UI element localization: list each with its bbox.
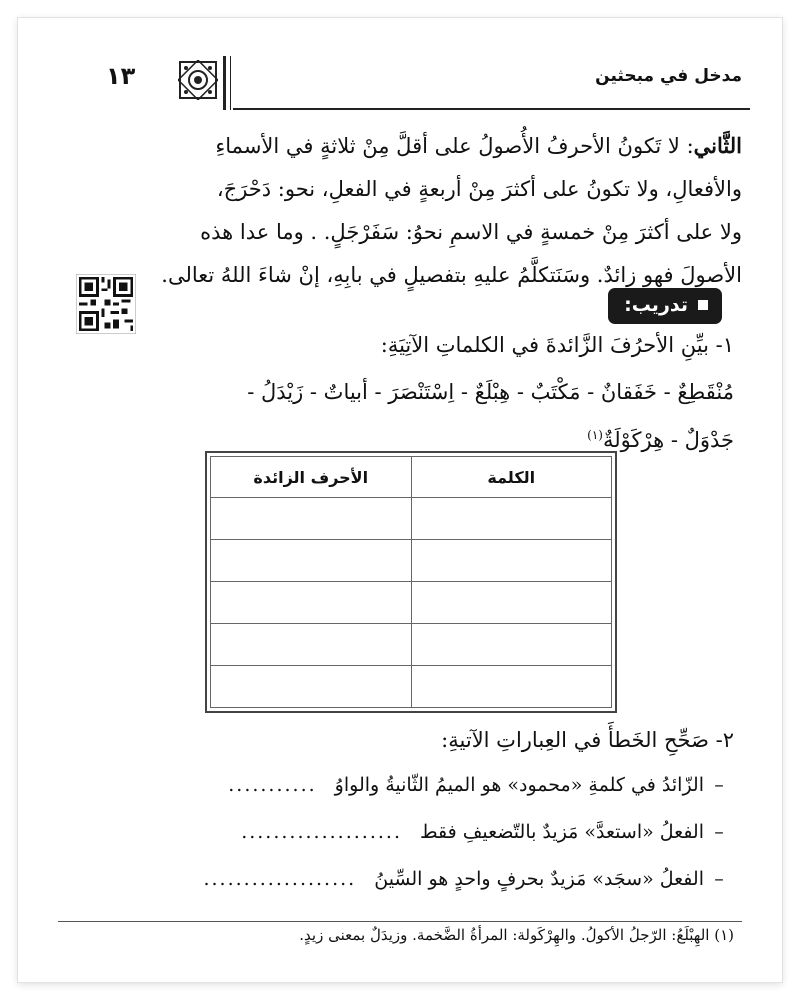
list-item: – الزّائدُ في كلمةِ «محمود» هو الميمُ الثّانيةُ والواوُ ........... [228, 774, 724, 796]
para-lead: الثَّاني [693, 133, 742, 158]
para-line-4: الأصولَ فهو زائدٌ. وسَنَتكلَّمُ عليهِ بتفصيلٍ في بابِهِ، إنْ شاءَ اللهُ تعالى. [161, 263, 742, 287]
exercise-badge [608, 288, 722, 324]
question-1: ١- بيِّنِ الأحرُفَ الزَّائدةَ في الكلماتِ الآتِيَةِ: [380, 333, 734, 357]
square-bullet-icon [698, 300, 708, 310]
ornament-icon [178, 60, 218, 100]
list-item: – الفعلُ «استعدَّ» مَزيدٌ بالتّضعيفِ فقط .................... [241, 821, 724, 843]
book-page [18, 18, 782, 982]
header-divider [223, 56, 226, 110]
word-list-line-2: جَدْوَلٌ - هِرْكَوْلَةٌ$^{(١)}$ [587, 428, 734, 452]
para-line-1: الثَّاني: لا تَكونُ الأحرفُ الأُصولُ على أقلَّ مِنْ ثلاثةٍ في الأسماءِ [215, 133, 742, 158]
list-item: – الفعلُ «سجَد» مَزيدٌ بحرفٍ واحدٍ هو السِّينُ ................... [203, 868, 724, 890]
footnote-ref: (١) [587, 428, 603, 442]
table-cell [411, 582, 612, 624]
table-row [211, 540, 612, 582]
table-row [211, 624, 612, 666]
table-row [211, 582, 612, 624]
running-header-title: مدخل في مبحثين [595, 66, 742, 86]
body-paragraph [60, 124, 742, 297]
answer-table [210, 456, 612, 708]
table-header-row [211, 457, 612, 498]
table-cell [211, 582, 412, 624]
table-cell [211, 624, 412, 666]
table-cell [211, 498, 412, 540]
table-cell [411, 666, 612, 708]
table-cell [211, 666, 412, 708]
footnote: (١) الهِبْلَعُ: الرّجلُ الأكولُ. والهِرْكَولة: المرأةُ الضَّخمة. وزيدَلٌ بمعنى زيدٍ. [299, 926, 734, 944]
page-number: ١٣ [106, 62, 136, 90]
header-rule [233, 108, 750, 110]
word-list-line-1: مُنْقَطِعٌ - خَفَقانٌ - مَكْتَبٌ - هِبْلَعٌ - اِسْتَنْصَرَ - أبياتٌ - زَيْدَلُ - [247, 380, 734, 404]
table-row [211, 666, 612, 708]
table-cell [411, 624, 612, 666]
header-divider-thin [230, 56, 231, 110]
footnote-rule [58, 921, 742, 922]
table-header-extra-letters: الأحرف الزائدة [211, 457, 412, 498]
table-header-word: الكلمة [411, 457, 612, 498]
table-cell [411, 498, 612, 540]
question-2: ٢- صَحِّحِ الخَطأَ في العِباراتِ الآتيةِ: [441, 728, 734, 752]
table-cell [211, 540, 412, 582]
para-line-3: ولا على أكثرَ مِنْ خمسةٍ في الاسمِ نحوُ: سَفَرْجَلٍ. . وما عدا هذه [200, 220, 742, 244]
table-cell [411, 540, 612, 582]
para-line-2: والأفعالِ، ولا تكونُ على أكثرَ مِنْ أربعةٍ في الفعلِ، نحو: دَحْرَجَ، [216, 177, 742, 201]
table-row [211, 498, 612, 540]
qr-code-icon[interactable] [76, 274, 136, 334]
exercise-label: تدريب: [624, 294, 688, 316]
